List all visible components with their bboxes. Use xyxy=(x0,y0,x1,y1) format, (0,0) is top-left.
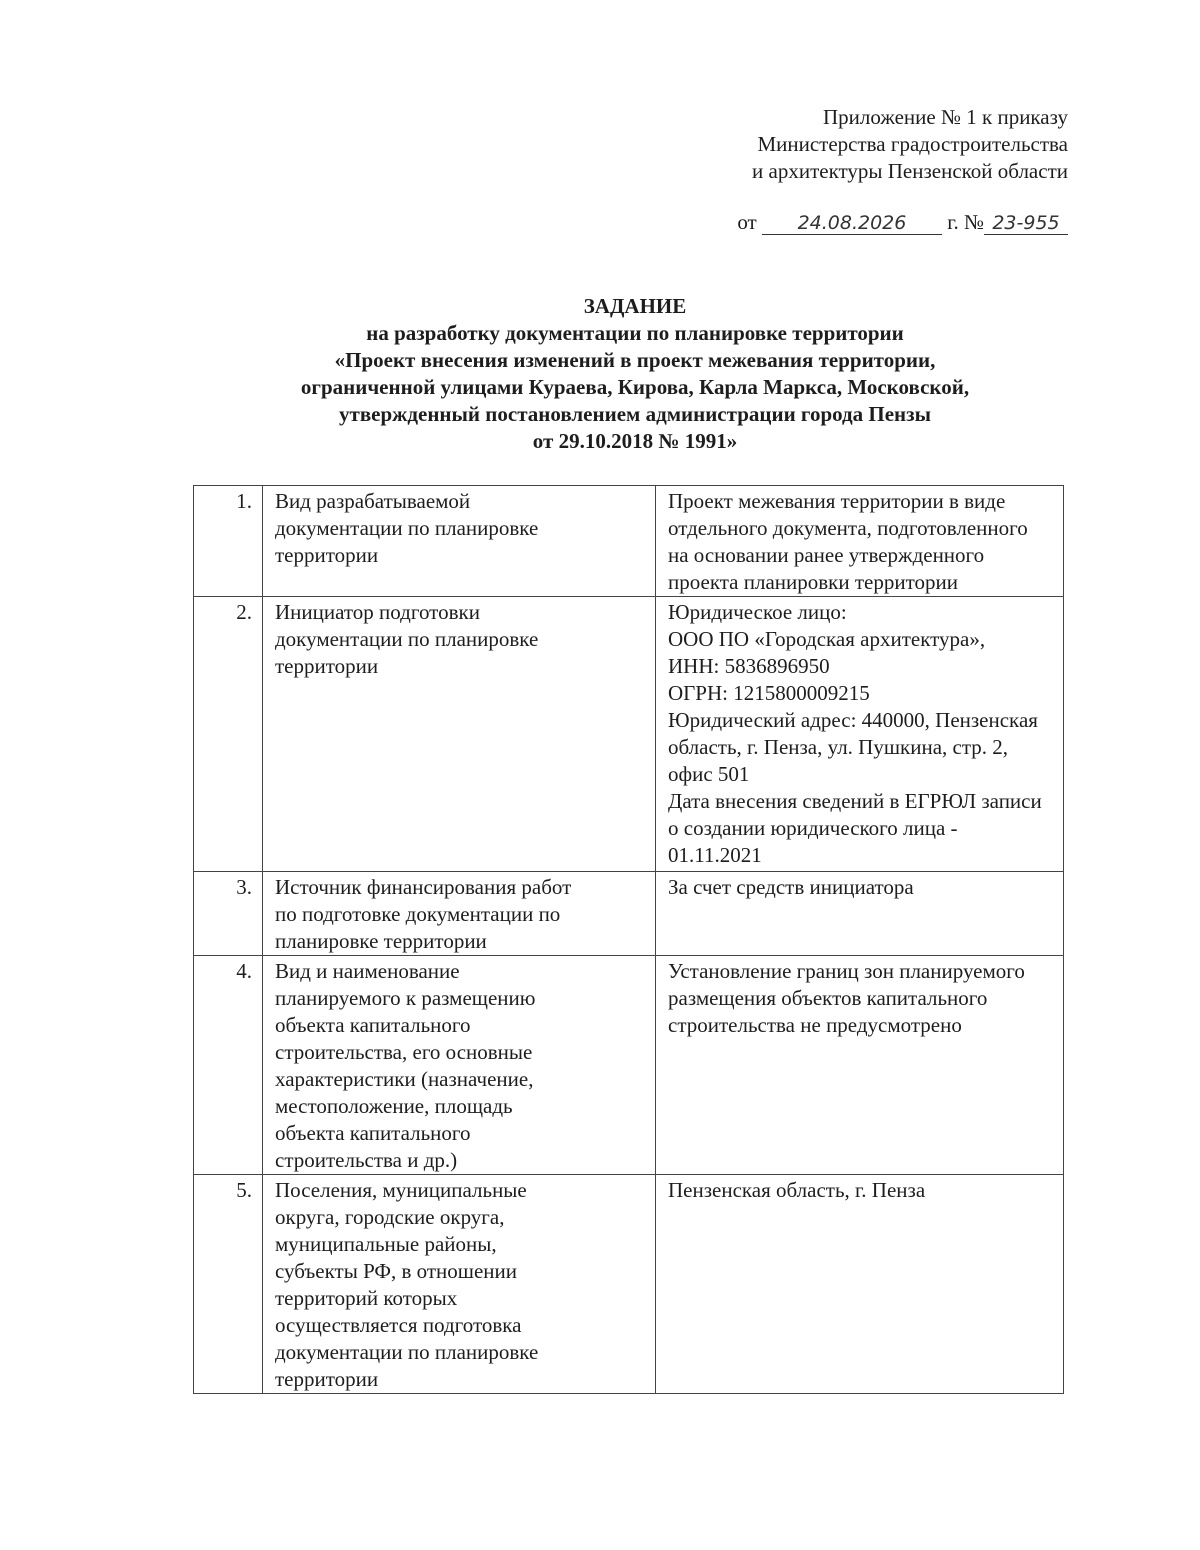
row-value xyxy=(656,597,1064,872)
title-line: на разработку документации по планировке территории xyxy=(366,321,904,345)
label-line: характеристики (назначение, xyxy=(275,1067,534,1091)
row-number: 5. xyxy=(194,1175,263,1394)
value-line: отдельного документа, подготовленного xyxy=(668,516,1028,540)
table-row xyxy=(194,597,1064,872)
value-line: ООО ПО «Городская архитектура», xyxy=(668,627,986,651)
label-line: территорий которых xyxy=(275,1286,458,1310)
value-line: на основании ранее утвержденного xyxy=(668,543,985,567)
label-line: планировке территории xyxy=(275,929,487,953)
label-line: территории xyxy=(275,654,379,678)
value-line: проекта планировки территории xyxy=(668,570,958,594)
table-row xyxy=(194,1175,1064,1394)
label-line: строительства, его основные xyxy=(275,1040,533,1064)
title-line: ограниченной улицами Кураева, Кирова, Карла Маркса, Московской, xyxy=(300,375,970,399)
value-line: о создании юридического лица - xyxy=(668,816,958,840)
label-line: территории xyxy=(275,1367,379,1391)
date-prefix: от xyxy=(737,210,757,234)
label-line: осуществляется подготовка xyxy=(275,1313,522,1337)
appendix-line: Министерства градостроительства xyxy=(757,132,1068,156)
table-row xyxy=(194,956,1064,1175)
title-line: от 29.10.2018 № 1991» xyxy=(532,429,738,453)
row-value xyxy=(656,1175,1064,1394)
row-number: 3. xyxy=(194,872,263,956)
handwritten-date: 24.08.2026 xyxy=(762,212,942,235)
label-line: округа, городские округа, xyxy=(275,1205,505,1229)
row-number: 1. xyxy=(194,486,263,597)
value-line: Установление границ зон планируемого xyxy=(668,959,1025,983)
value-line: размещения объектов капитального xyxy=(668,986,988,1010)
label-line: Поселения, муниципальные xyxy=(275,1178,527,1202)
appendix-header xyxy=(752,104,1068,185)
label-line: документации по планировке xyxy=(275,627,539,651)
label-line: объекта капитального xyxy=(275,1013,471,1037)
value-line: Дата внесения сведений в ЕГРЮЛ записи xyxy=(668,789,1042,813)
row-value xyxy=(656,956,1064,1175)
label-line: Вид разрабатываемой xyxy=(275,489,471,513)
table-row xyxy=(194,486,1064,597)
table-row xyxy=(194,872,1064,956)
task-table xyxy=(193,485,1064,1394)
row-value xyxy=(656,486,1064,597)
document-title xyxy=(0,293,1200,455)
value-line: Пензенская область, г. Пенза xyxy=(668,1178,926,1202)
label-line: Инициатор подготовки xyxy=(275,600,480,624)
value-line: Проект межевания территории в виде xyxy=(668,489,1006,513)
label-line: строительства и др.) xyxy=(275,1148,458,1172)
row-label xyxy=(263,956,656,1175)
row-label xyxy=(263,1175,656,1394)
label-line: местоположение, площадь xyxy=(275,1094,513,1118)
value-line: Юридический адрес: 440000, Пензенская xyxy=(668,708,1038,732)
handwritten-order-number: 23-955 xyxy=(984,212,1068,235)
label-line: субъекты РФ, в отношении xyxy=(275,1259,517,1283)
title-heading: ЗАДАНИЕ xyxy=(583,294,687,318)
row-number: 2. xyxy=(194,597,263,872)
value-line: строительства не предусмотрено xyxy=(668,1013,962,1037)
value-line: ОГРН: 1215800009215 xyxy=(668,681,870,705)
value-line: офис 501 xyxy=(668,762,750,786)
label-line: объекта капитального xyxy=(275,1121,471,1145)
order-date-line xyxy=(737,210,1068,235)
label-line: по подготовке документации по xyxy=(275,902,561,926)
row-label xyxy=(263,597,656,872)
label-line: документации по планировке xyxy=(275,516,539,540)
task-table-body xyxy=(194,486,1064,1394)
value-line: ИНН: 5836896950 xyxy=(668,654,830,678)
label-line: планируемого к размещению xyxy=(275,986,536,1010)
value-line: Юридическое лицо: xyxy=(668,600,847,624)
label-line: муниципальные районы, xyxy=(275,1232,497,1256)
row-label xyxy=(263,486,656,597)
label-line: территории xyxy=(275,543,379,567)
value-line: За счет средств инициатора xyxy=(668,875,914,899)
label-line: документации по планировке xyxy=(275,1340,539,1364)
value-line: 01.11.2021 xyxy=(668,843,762,867)
appendix-line: Приложение № 1 к приказу xyxy=(823,105,1068,129)
value-line: область, г. Пенза, ул. Пушкина, стр. 2, xyxy=(668,735,1009,759)
label-line: Вид и наименование xyxy=(275,959,460,983)
label-line: Источник финансирования работ xyxy=(275,875,572,899)
title-line: утвержденный постановлением администрации города Пензы xyxy=(339,402,931,426)
row-number: 4. xyxy=(194,956,263,1175)
year-suffix: г. № xyxy=(947,210,984,234)
row-value xyxy=(656,872,1064,956)
appendix-line: и архитектуры Пензенской области xyxy=(752,159,1068,183)
row-label xyxy=(263,872,656,956)
title-line: «Проект внесения изменений в проект межевания территории, xyxy=(334,348,936,372)
